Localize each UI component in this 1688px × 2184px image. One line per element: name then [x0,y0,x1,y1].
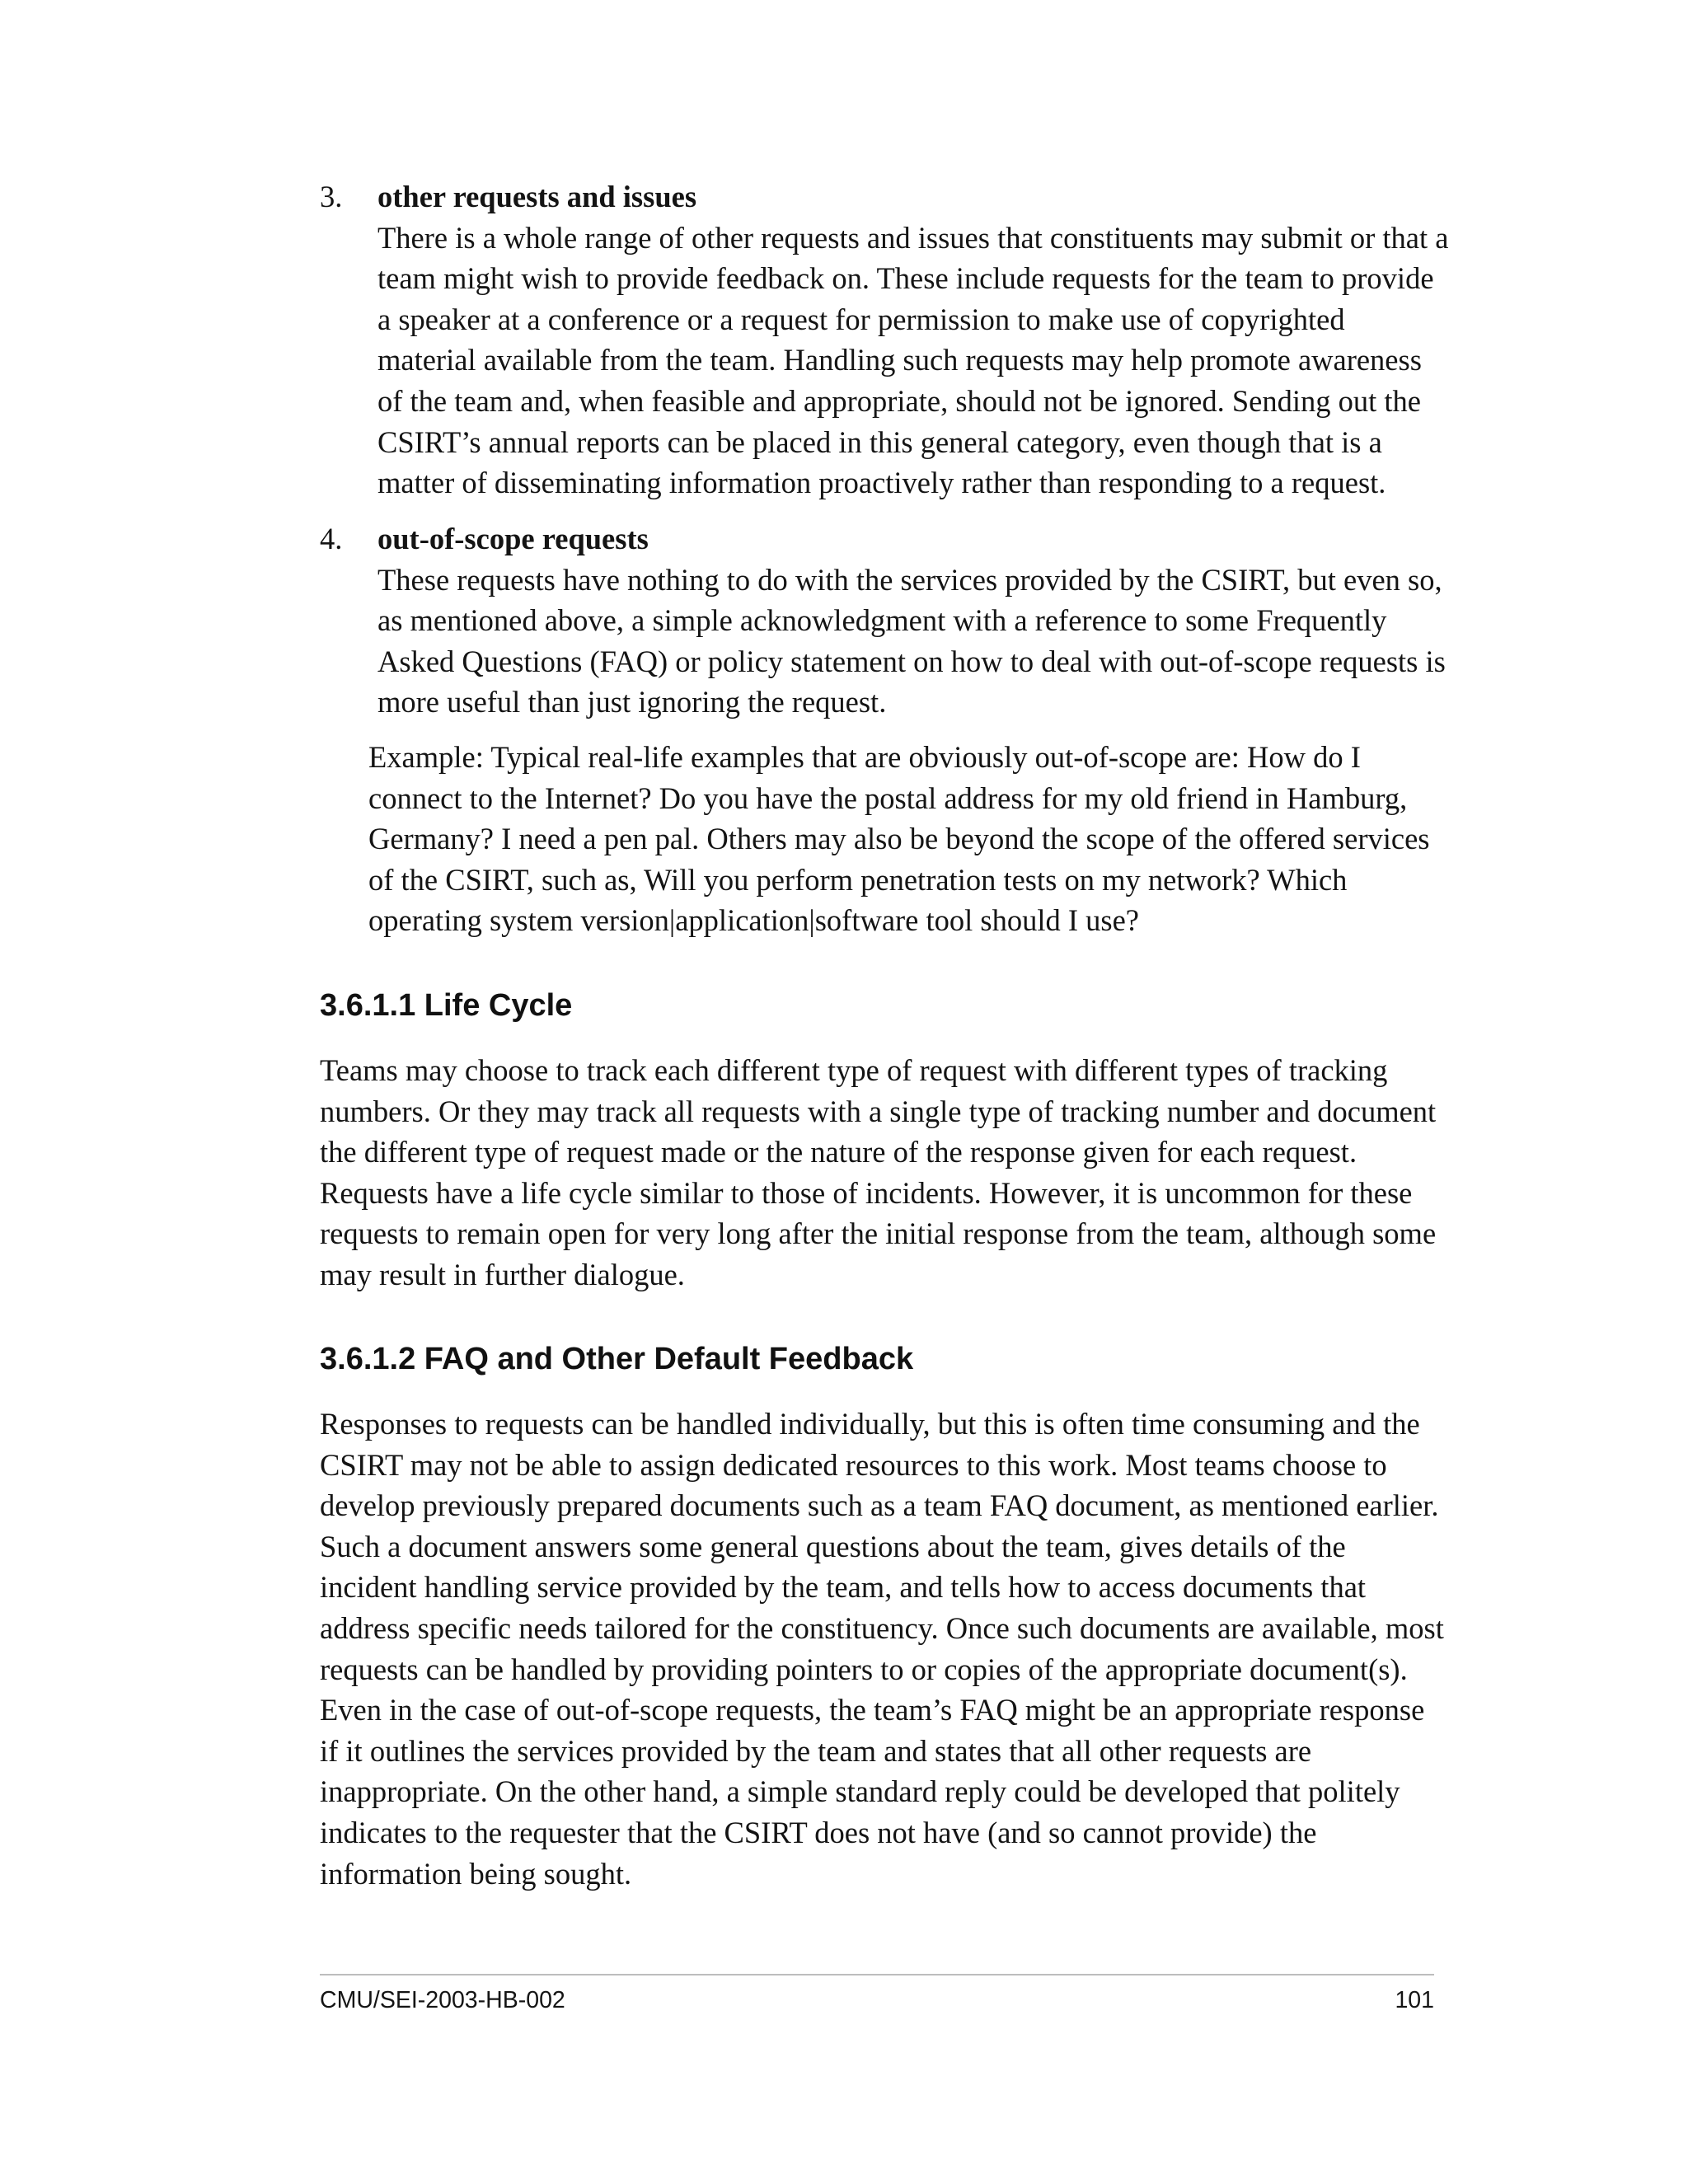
footer-document-id: CMU/SEI-2003-HB-002 [320,1987,565,2013]
text-line: CSIRT may not be able to assign dedicated resources to this work. Most teams choose to [320,1447,1387,1482]
text-line: requests can be handled by providing pointers to or copies of the appropriate document(s). [320,1652,1408,1686]
text-line: material available from the team. Handling such requests may help promote awareness [377,343,1422,377]
text-line: information being sought. [320,1856,632,1891]
text-line: Even in the case of out-of-scope requests, the team’s FAQ might be an appropriate response [320,1693,1425,1727]
text-line: more useful than just ignoring the request. [377,685,887,719]
text-line: requests to remain open for very long after the initial response from the team, although some [320,1216,1437,1251]
text-line: Example: Typical real-life examples that are obviously out-of-scope are: How do I [368,740,1361,774]
text-line: numbers. Or they may track all requests with a single type of tracking number and document [320,1094,1437,1128]
text-line: CSIRT’s annual reports can be placed in this general category, even though that is a [377,424,1382,459]
text-line: address specific needs tailored for the constituency. Once such documents are available, most [320,1610,1444,1645]
list-item-heading: other requests and issues [377,180,697,213]
section-heading-faq: 3.6.1.2 FAQ and Other Default Feedback [320,1342,914,1376]
text-line: Such a document answers some general questions about the team, gives details of the [320,1529,1346,1563]
text-line: the different type of request made or the nature of the response given for each request. [320,1135,1357,1169]
footer-page-number: 101 [1395,1987,1434,2013]
text-line: Responses to requests can be handled individually, but this is often time consuming and the [320,1407,1420,1441]
text-line: Asked Questions (FAQ) or policy statement on how to deal with out-of-scope requests is [377,644,1446,678]
section-paragraph-faq [320,1404,1474,1894]
section-paragraph-life-cycle [320,1050,1474,1296]
text-line: as mentioned above, a simple acknowledgment with a reference to some Frequently [377,603,1387,638]
text-line: inappropriate. On the other hand, a simple standard reply could be developed that politely [320,1774,1400,1809]
text-line: Requests have a life cycle similar to those of incidents. However, it is uncommon for these [320,1175,1413,1210]
text-line: incident handling service provided by the team, and tells how to access documents that [320,1570,1367,1605]
text-line: There is a whole range of other requests and issues that constituents may submit or that a [377,220,1449,255]
text-line: indicates to the requester that the CSIRT does not have (and so cannot provide) the [320,1815,1317,1849]
list-item-body [377,560,1465,723]
text-line: matter of disseminating information proactively rather than responding to a request. [377,466,1386,500]
text-line: a speaker at a conference or a request for permission to make use of copyrighted [377,302,1345,336]
list-item-number: 4. [320,522,343,555]
text-line: team might wish to provide feedback on. These include requests for the team to provide [377,261,1434,296]
list-item-number: 3. [320,180,343,213]
list-item-heading: out-of-scope requests [377,522,649,555]
example-paragraph [368,737,1456,941]
text-line: of the team and, when feasible and appropriate, should not be ignored. Sending out the [377,383,1422,418]
text-line: Teams may choose to track each different type of request with different types of tracking [320,1053,1388,1087]
text-line: develop previously prepared documents such as a team FAQ document, as mentioned earlier. [320,1488,1439,1523]
text-line: if it outlines the services provided by the team and states that all other requests are [320,1733,1312,1768]
text-line: These requests have nothing to do with the services provided by the CSIRT, but even so, [377,562,1442,597]
text-line: of the CSIRT, such as, Will you perform penetration tests on my network? Which [368,862,1348,897]
text-line: operating system version|application|software tool should I use? [368,903,1140,938]
text-line: connect to the Internet? Do you have the postal address for my old friend in Hamburg, [368,780,1408,815]
text-line: Germany? I need a pen pal. Others may also be beyond the scope of the offered services [368,822,1430,856]
section-heading-life-cycle: 3.6.1.1 Life Cycle [320,988,573,1023]
footer-divider [320,1974,1434,1975]
text-line: may result in further dialogue. [320,1257,685,1291]
list-item-body [377,218,1465,504]
